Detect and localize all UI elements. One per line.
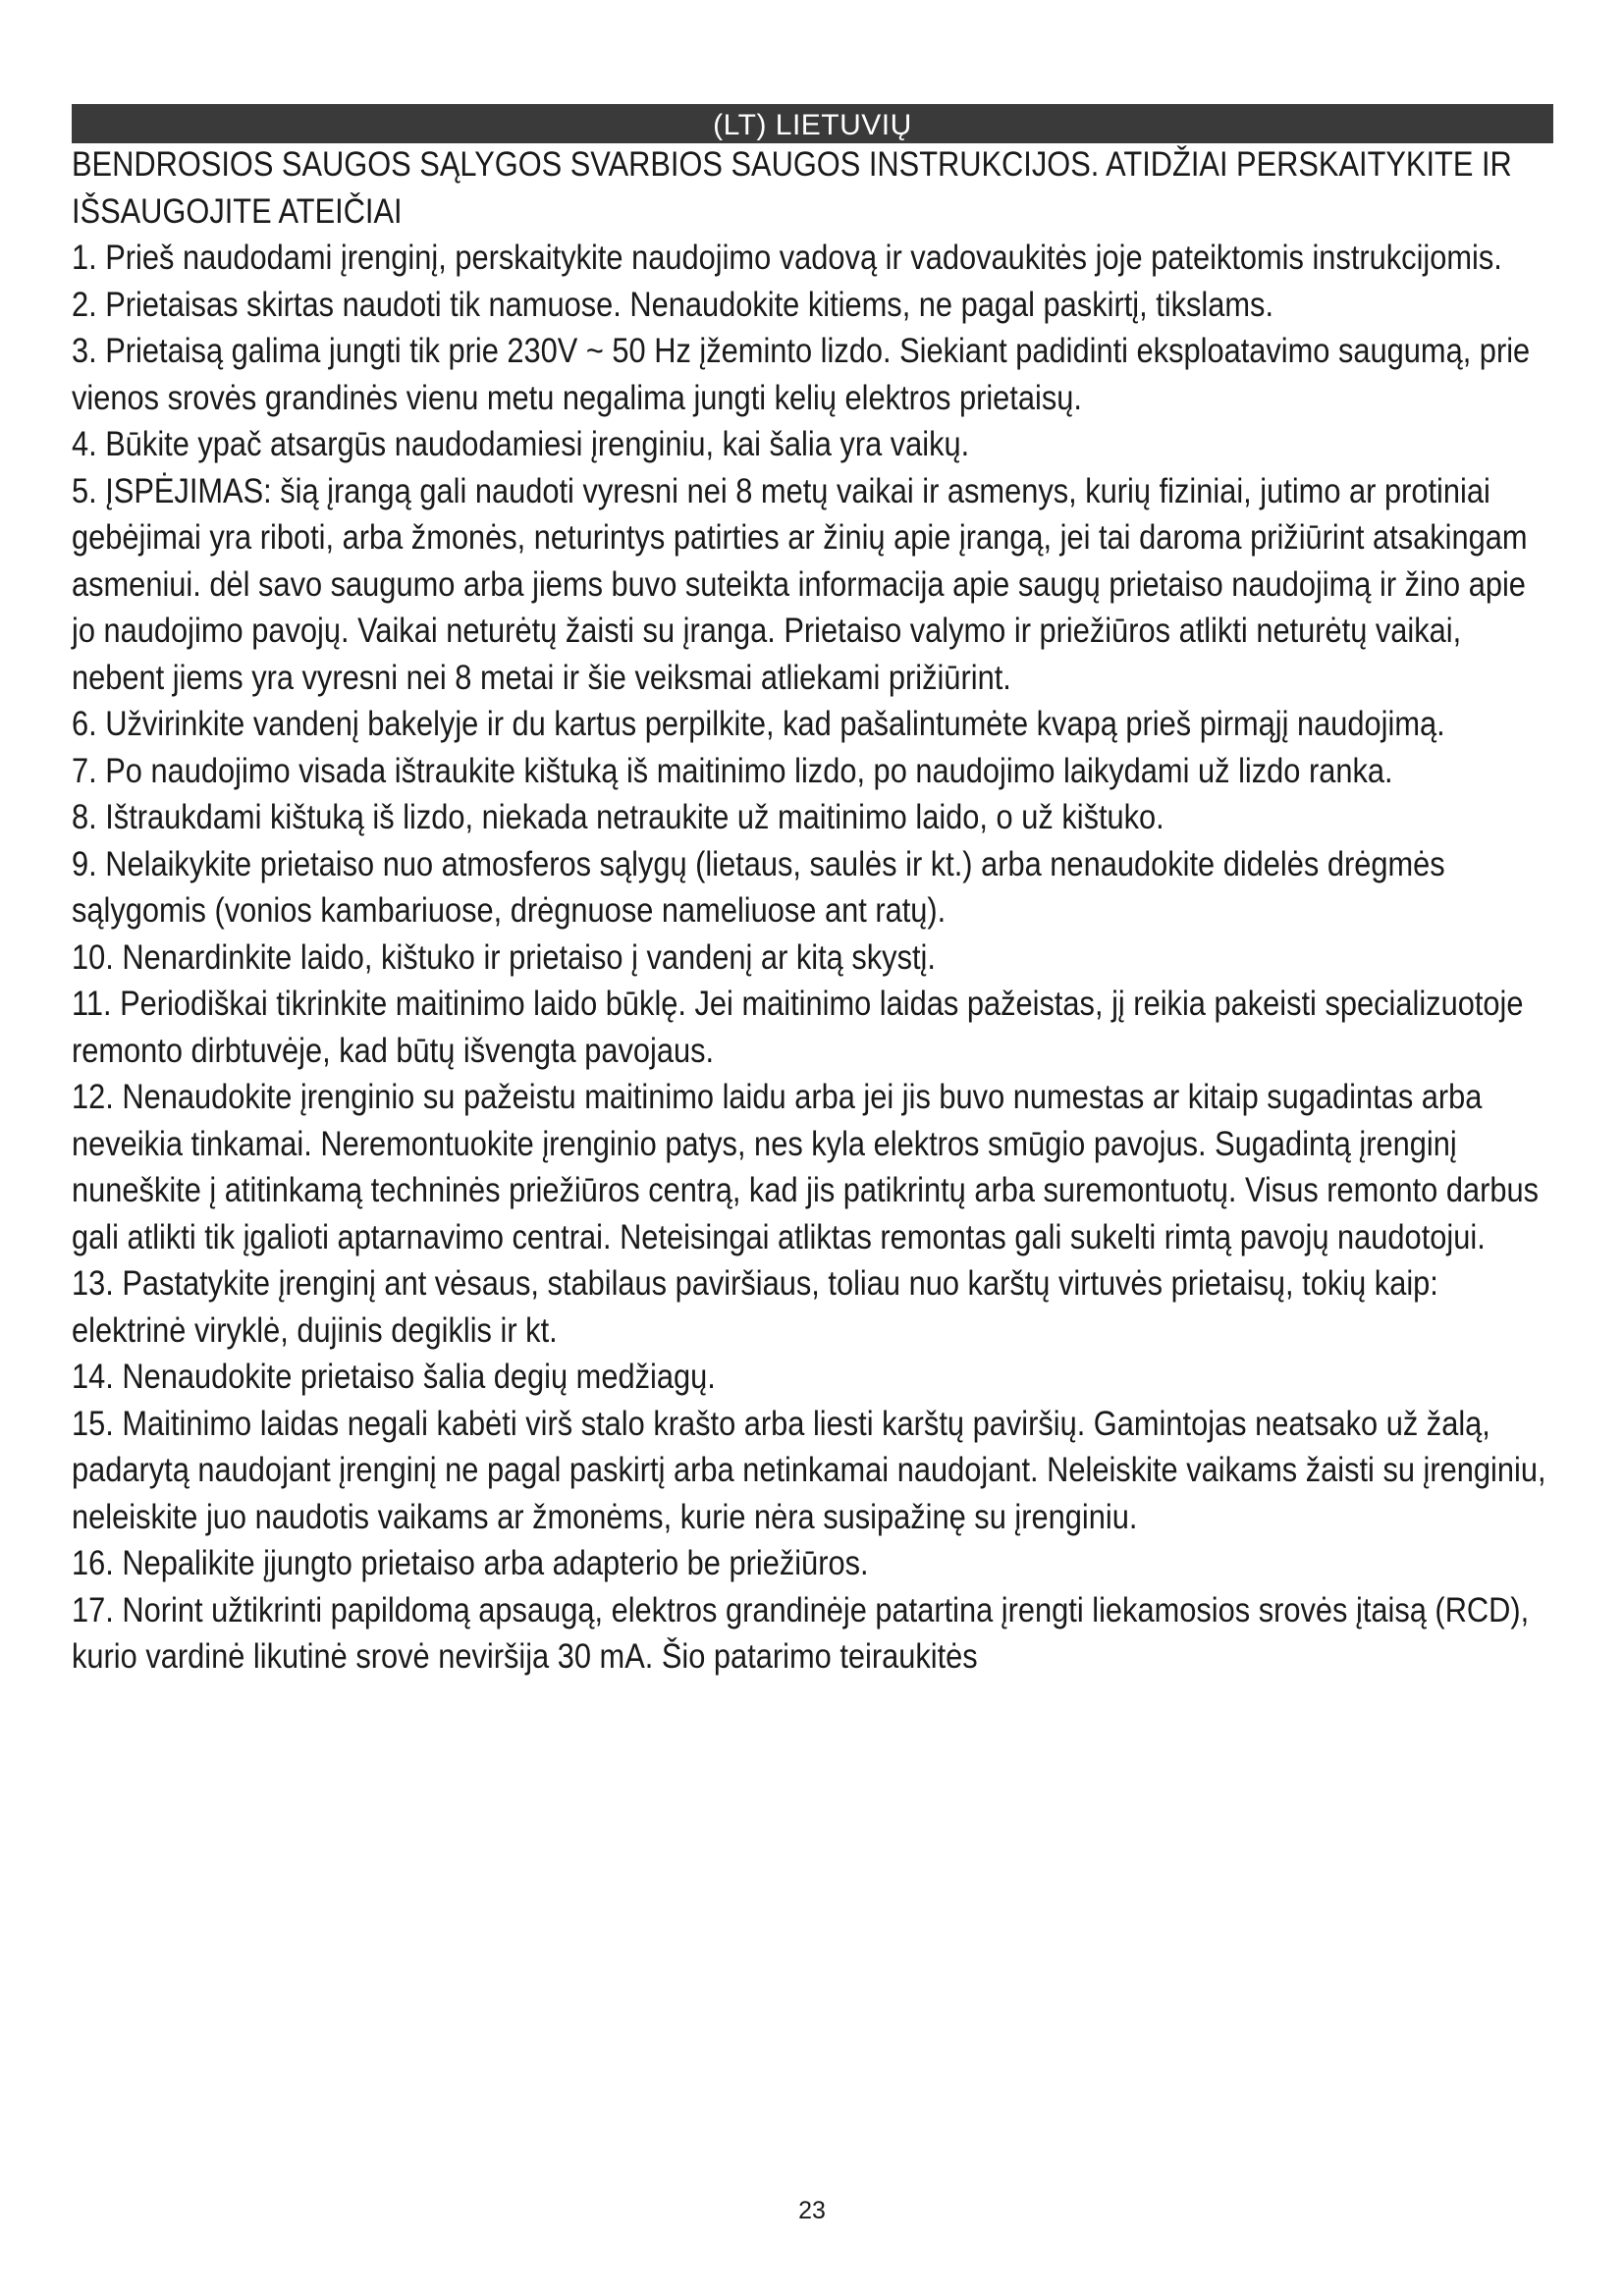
safety-item-9: 9. Nelaikykite prietaiso nuo atmosferos sąlygų (lietaus, saulės ir kt.) arba nenaudokite didelės drėgmės sąlygomis (vonios kambariuose, drėgnuose nameliuose ant ratų). — [72, 844, 1445, 930]
safety-item-14: 14. Nenaudokite prietaiso šalia degių medžiagų. — [72, 1358, 716, 1396]
safety-item-12: 12. Nenaudokite įrenginio su pažeistu maitinimo laidu arba jei jis buvo numestas ar kitaip sugadintas arba neveikia tinkamai. Neremontuokite įrenginio patys, nes kyla elektros smūgio pavojus. Sugadintą įrenginį nuneškite į atitinkamą techninės priežiūros centrą, kad jis patikrintų arba suremontuotų. Visus remonto darbus gali atlikti tik įgalioti aptarnavimo centrai. Neteisingai atliktas remontas gali sukelti rimtą pavojų naudotojui. — [72, 1078, 1540, 1256]
safety-item-2: 2. Prietaisas skirtas naudoti tik namuose. Nenaudokite kitiems, ne pagal paskirtį, tikslams. — [72, 285, 1274, 324]
safety-item-8: 8. Ištraukdami kištuką iš lizdo, niekada netraukite už maitinimo laido, o už kištuko. — [72, 798, 1164, 836]
document-body — [72, 141, 1553, 1681]
safety-item-7: 7. Po naudojimo visada ištraukite kištuką iš maitinimo lizdo, po naudojimo laikydami už lizdo ranka. — [72, 751, 1393, 790]
safety-item-17: 17. Norint užtikrinti papildomą apsaugą, elektros grandinėje patartina įrengti liekamosios srovės įtaisą (RCD), kurio vardinė likutinė srovė neviršija 30 mA. Šio patarimo teiraukitės — [72, 1590, 1530, 1676]
safety-item-11: 11. Periodiškai tikrinkite maitinimo laido būklę. Jei maitinimo laidas pažeistas, jį reikia pakeisti specializuotoje remonto dirbtuvėje, kad būtų išvengta pavojaus. — [72, 985, 1524, 1070]
safety-item-16: 16. Nepalikite įjungto prietaiso arba adapterio be priežiūros. — [72, 1544, 869, 1582]
safety-item-5: 5. ĮSPĖJIMAS: šią įrangą gali naudoti vyresni nei 8 metų vaikai ir asmenys, kurių fiziniai, jutimo ar protiniai gebėjimai yra riboti, arba žmonės, neturintys patirties ar žinių apie įrangą, jei tai daroma prižiūrint atsakingam asmeniui. dėl savo saugumo arba jiems buvo suteikta informacija apie saugų prietaiso naudojimą ir žino apie jo naudojimo pavojų. Vaikai neturėtų žaisti su įranga. Prietaiso valymo ir priežiūros atlikti neturėtų vaikai, nebent jiems yra vyresni nei 8 metai ir šie veiksmai atliekami prižiūrint. — [72, 471, 1528, 697]
page-number: 23 — [798, 2197, 826, 2224]
safety-item-4: 4. Būkite ypač atsargūs naudodamiesi įrenginiu, kai šalia yra vaikų. — [72, 425, 970, 463]
safety-item-13: 13. Pastatykite įrenginį ant vėsaus, stabilaus paviršiaus, toliau nuo karštų virtuvės prietaisų, tokių kaip: elektrinė viryklė, dujinis degiklis ir kt. — [72, 1264, 1438, 1350]
language-header: (LT) LIETUVIŲ — [72, 104, 1553, 143]
document-title: BENDROSIOS SAUGOS SĄLYGOS SVARBIOS SAUGOS INSTRUKCIJOS. ATIDŽIAI PERSKAITYKITE IR IŠSAUGOJITE ATEIČIAI — [72, 145, 1512, 231]
safety-item-10: 10. Nenardinkite laido, kištuko ir prietaiso į vandenį ar kitą skystį. — [72, 937, 936, 977]
safety-item-6: 6. Užvirinkite vandenį bakelyje ir du kartus perpilkite, kad pašalintumėte kvapą prieš pirmąjį naudojimą. — [72, 705, 1445, 743]
safety-item-15: 15. Maitinimo laidas negali kabėti virš stalo krašto arba liesti karštų paviršių. Gamintojas neatsako už žalą, padarytą naudojant įrenginį ne pagal paskirtį arba netinkamai naudojant. Neleiskite vaikams žaisti su įrenginiu, neleiskite juo naudotis vaikams ar žmonėms, kurie nėra susipažinę su įrenginiu. — [72, 1404, 1546, 1536]
safety-item-1: 1. Prieš naudodami įrenginį, perskaitykite naudojimo vadovą ir vadovaukitės joje pateiktomis instrukcijomis. — [72, 239, 1502, 277]
safety-item-3: 3. Prietaisą galima jungti tik prie 230V ~ 50 Hz įžeminto lizdo. Siekiant padidinti eksploatavimo saugumą, prie vienos srovės grandinės vienu metu negalima jungti kelių elektros prietaisų. — [72, 332, 1531, 417]
